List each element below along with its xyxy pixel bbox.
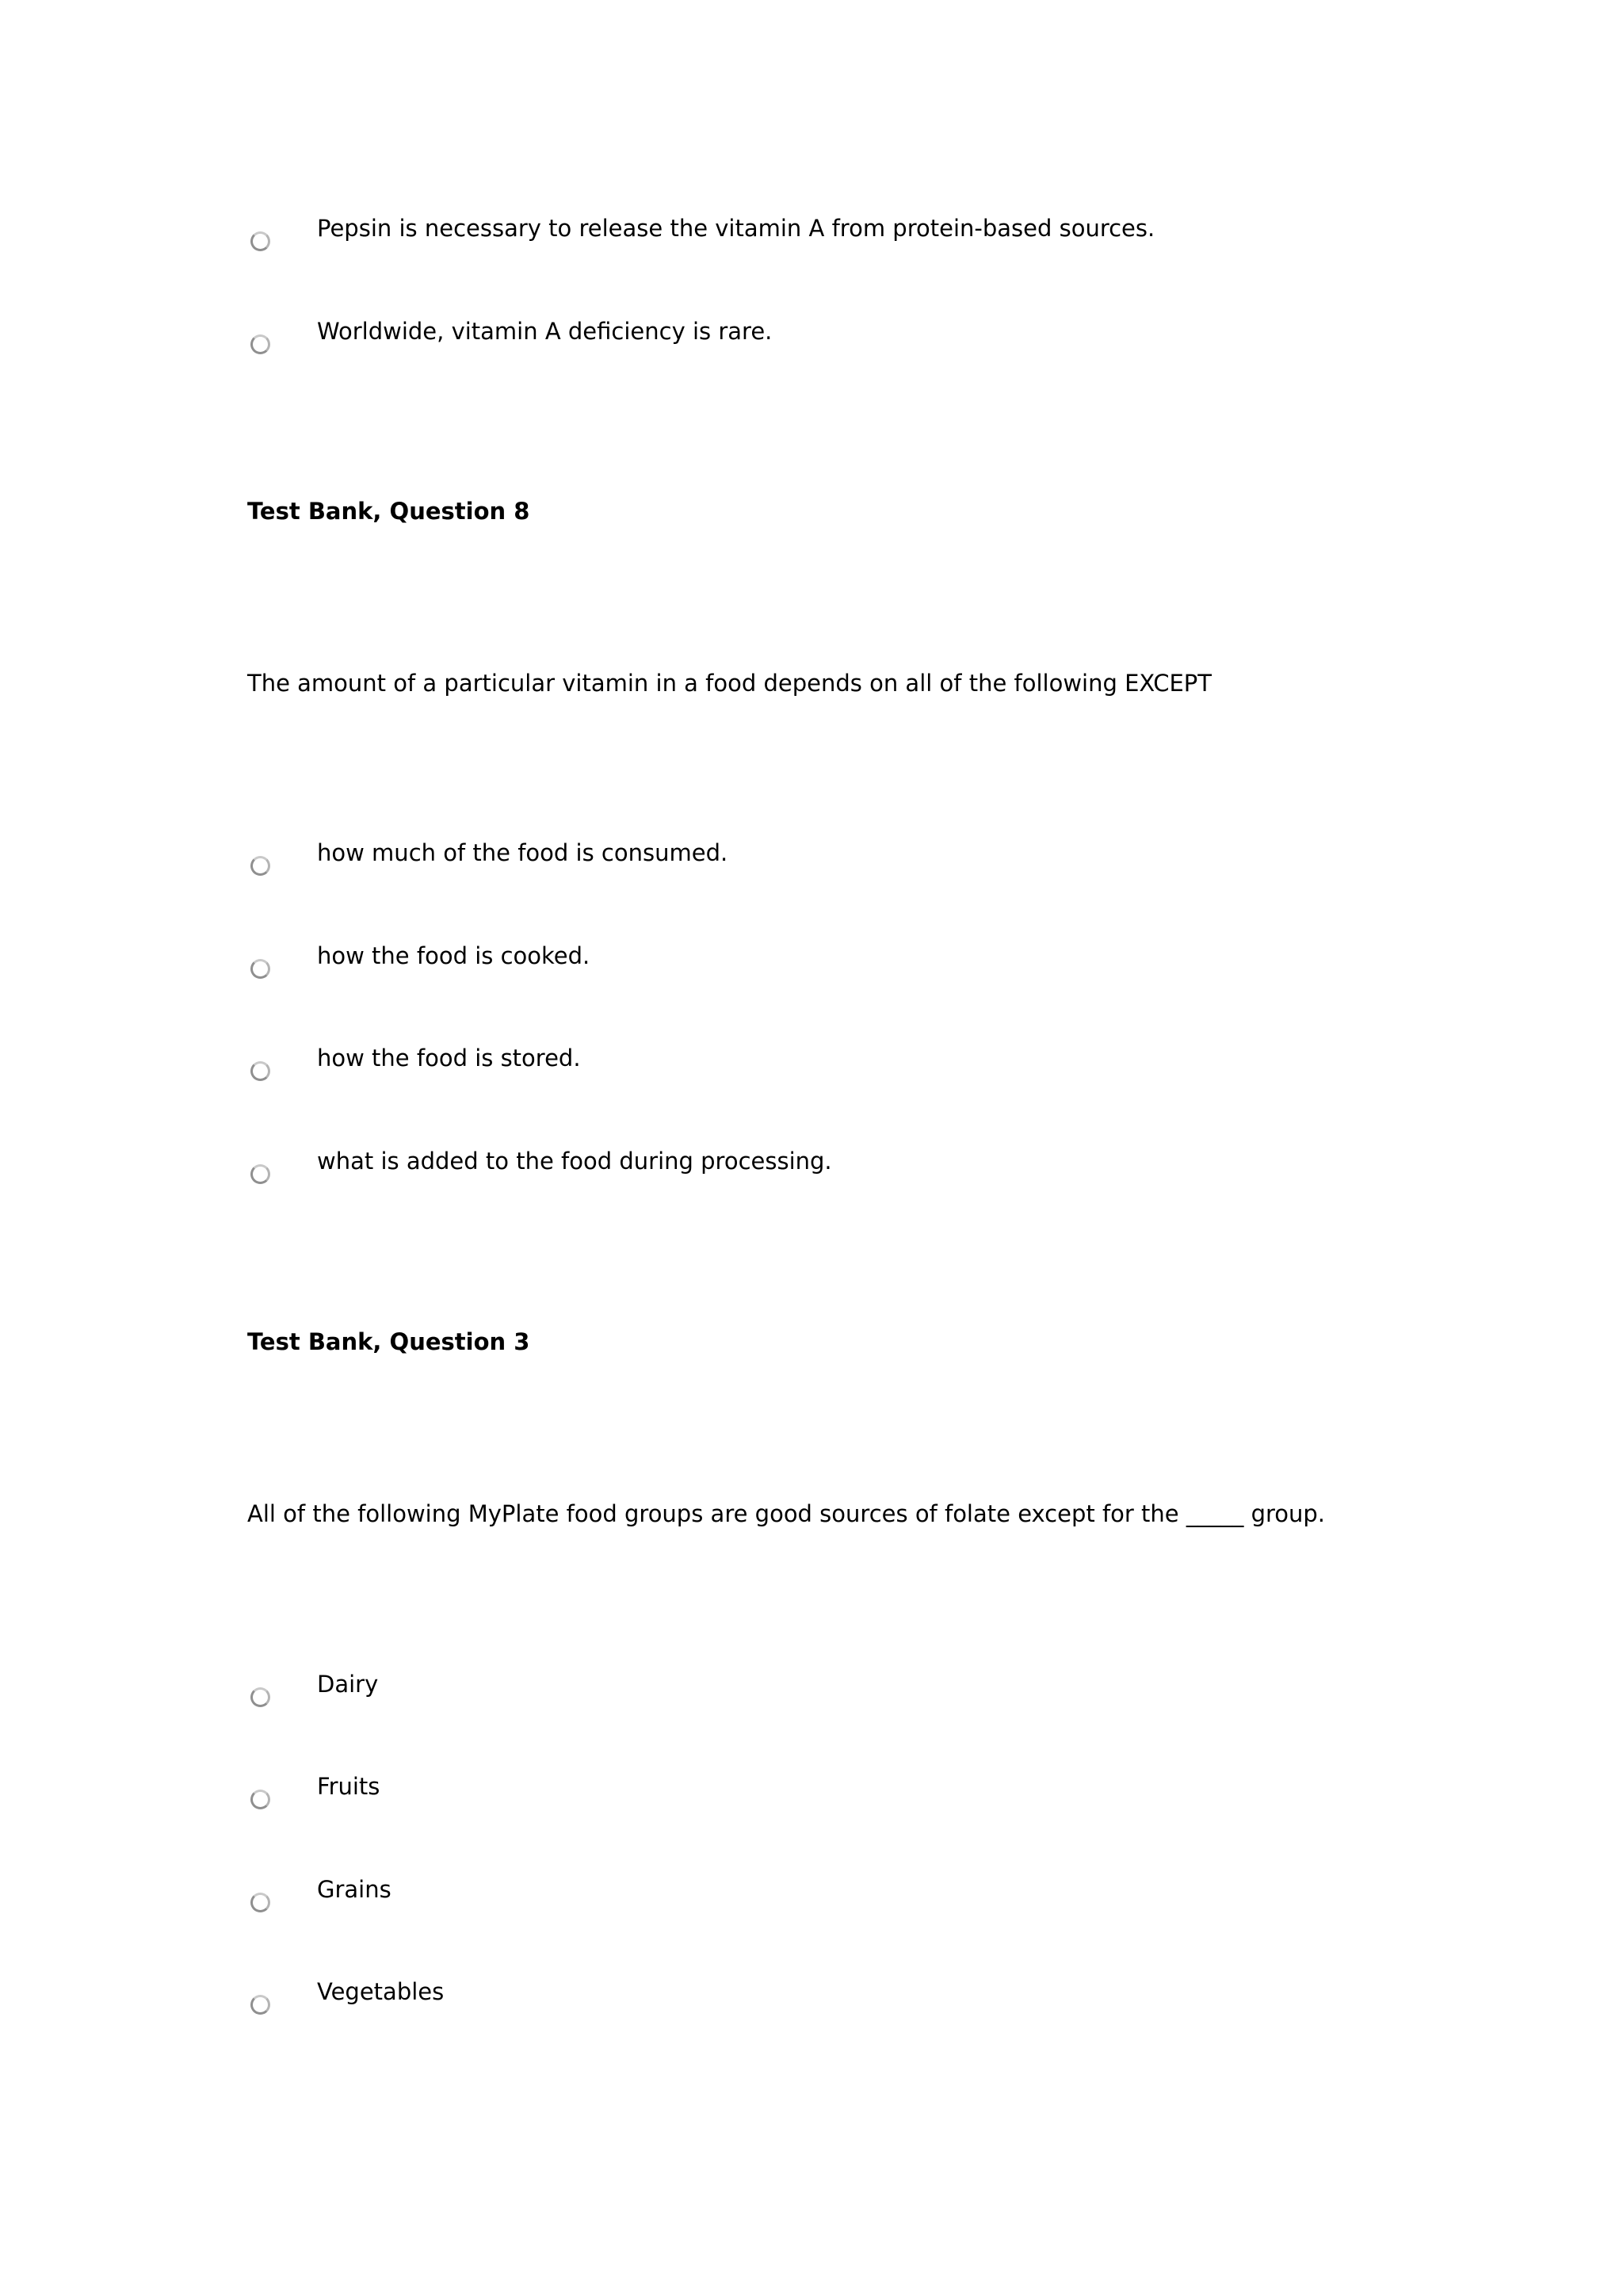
- option-label: Vegetables: [317, 1978, 445, 2005]
- answer-option[interactable]: [247, 1772, 1436, 1820]
- answer-option[interactable]: [247, 317, 1436, 365]
- answer-option[interactable]: [247, 1147, 1436, 1194]
- radio-button[interactable]: [250, 1893, 270, 1912]
- option-label: Worldwide, vitamin A deficiency is rare.: [317, 318, 773, 345]
- option-label: Pepsin is necessary to release the vitamin A from protein-based sources.: [317, 215, 1155, 242]
- radio-button[interactable]: [250, 1164, 270, 1184]
- question-text: The amount of a particular vitamin in a food depends on all of the following EXCEPT: [247, 670, 1212, 697]
- option-label: Grains: [317, 1876, 391, 1903]
- option-label: how much of the food is consumed.: [317, 839, 728, 866]
- radio-button[interactable]: [250, 1687, 270, 1707]
- radio-button[interactable]: [250, 334, 270, 354]
- answer-option[interactable]: [247, 1875, 1436, 1923]
- option-label: how the food is stored.: [317, 1045, 581, 1072]
- radio-button[interactable]: [250, 1995, 270, 2015]
- answer-option[interactable]: [247, 1044, 1436, 1091]
- question-text: All of the following MyPlate food groups are good sources of folate except for the _____ group.: [247, 1500, 1326, 1527]
- radio-button[interactable]: [250, 1061, 270, 1081]
- question-heading: Test Bank, Question 8: [247, 498, 530, 525]
- question-heading: Test Bank, Question 3: [247, 1328, 530, 1355]
- answer-option[interactable]: [247, 1670, 1436, 1717]
- option-label: Dairy: [317, 1671, 379, 1698]
- answer-option[interactable]: [247, 942, 1436, 989]
- radio-button[interactable]: [250, 1790, 270, 1809]
- option-label: what is added to the food during processing.: [317, 1148, 832, 1175]
- radio-button[interactable]: [250, 959, 270, 979]
- radio-button[interactable]: [250, 231, 270, 251]
- answer-option[interactable]: [247, 1977, 1436, 2025]
- answer-option[interactable]: [247, 214, 1436, 262]
- answer-option[interactable]: [247, 839, 1436, 886]
- radio-button[interactable]: [250, 856, 270, 876]
- option-label: Fruits: [317, 1773, 380, 1800]
- option-label: how the food is cooked.: [317, 942, 590, 969]
